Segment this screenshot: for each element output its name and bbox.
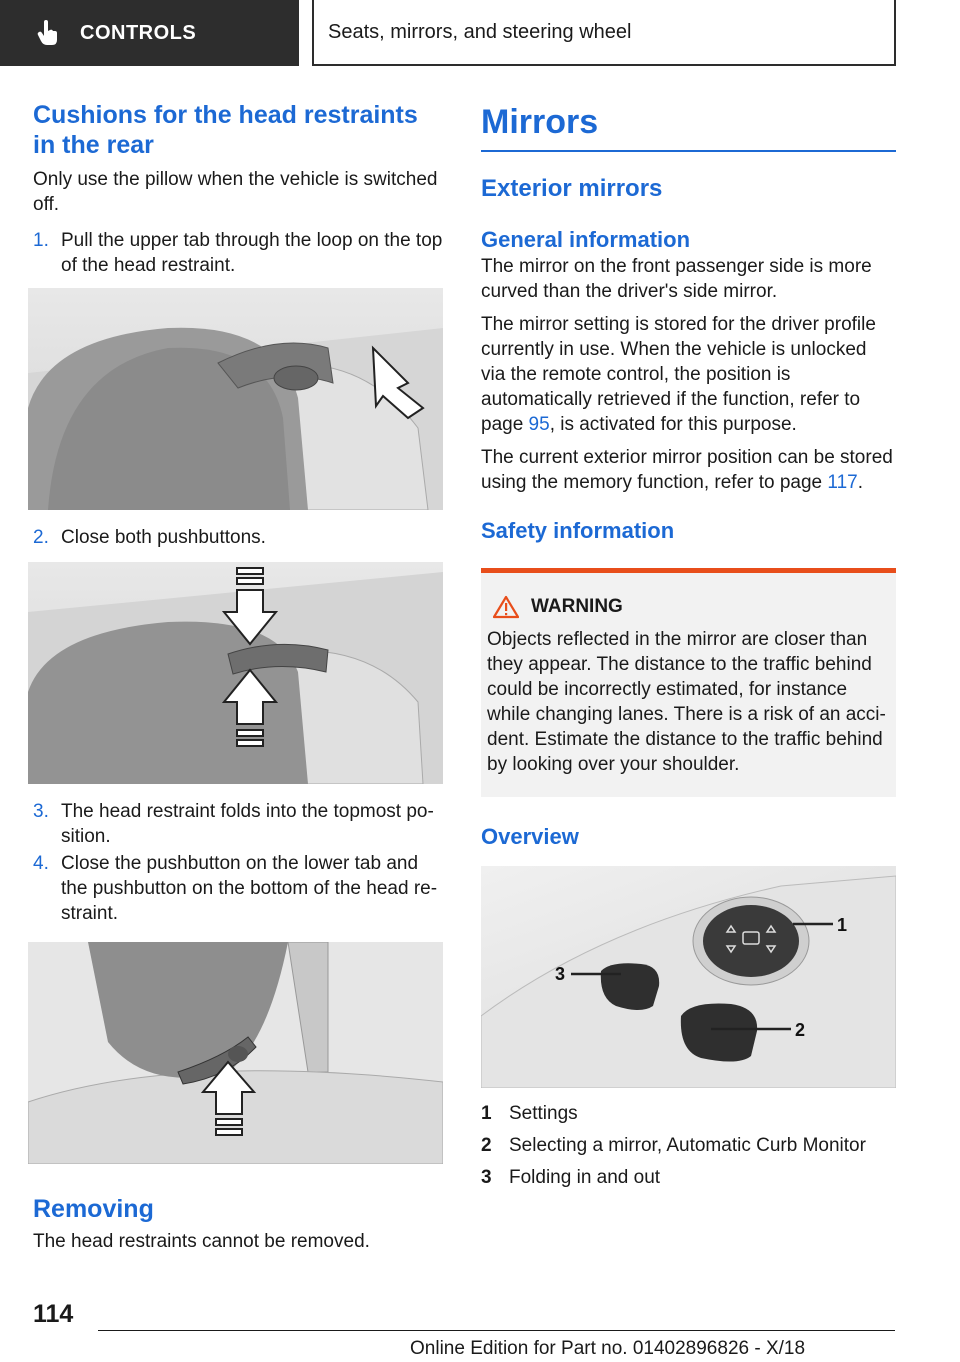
step-1 xyxy=(33,228,445,278)
step-text: Pull the upper tab through the loop on the top of the head restraint. xyxy=(61,230,443,276)
legend-item xyxy=(481,1130,896,1162)
legend-number: 3 xyxy=(481,1167,492,1188)
chapter-title-text: Seats, mirrors, and steering wheel xyxy=(328,20,632,43)
warning-box xyxy=(481,568,896,797)
general-p3-text-end: . xyxy=(857,472,863,493)
footer-edition: Online Edition for Part no. 01402896826 - X/18 xyxy=(410,1338,806,1359)
warning-header xyxy=(493,595,890,619)
illustration-pull-tab xyxy=(28,288,443,510)
step-2 xyxy=(33,525,445,550)
removing-text: The head restraints cannot be removed. xyxy=(33,1231,370,1252)
page-number: 114 xyxy=(33,1300,74,1328)
legend-item xyxy=(481,1162,896,1194)
general-paragraph-2 xyxy=(481,312,896,437)
legend-text: Selecting a mirror, Automatic Curb Monitor xyxy=(509,1135,866,1156)
heading-exterior-mirrors: Exterior mirrors xyxy=(481,175,663,202)
intro-text: Only use the pillow when the vehicle is switched off. xyxy=(33,169,438,215)
legend-text: Folding in and out xyxy=(509,1167,661,1188)
legend-item xyxy=(481,1098,896,1130)
chapter-title xyxy=(312,0,896,66)
step-text: The head restraint folds into the topmost position. xyxy=(61,801,434,847)
warning-text: Objects reflected in the mirror are closer than they appear. The distance to the traffic behind could be incorrectly estimated, for instance while changing lanes. There is a risk of an accident. Estimate the distance to the traffic behind by looking over your shoulder. xyxy=(487,629,886,775)
heading-general-information: General information xyxy=(481,227,691,252)
general-p3-text: The current exterior mirror position can be stored using the memory function, refer to page xyxy=(481,447,893,493)
overview-legend xyxy=(481,1098,896,1194)
step-number: 4. xyxy=(33,853,49,874)
callout-1: 1 xyxy=(837,915,848,935)
step-3 xyxy=(33,799,445,849)
step-number: 2. xyxy=(33,527,49,548)
footer-divider xyxy=(98,1330,895,1331)
section-label: CONTROLS xyxy=(80,21,197,44)
right-column xyxy=(481,100,896,1194)
general-paragraph-1: The mirror on the front passenger side is more curved than the driver's side mirror. xyxy=(481,256,872,302)
page-link-117[interactable]: 117 xyxy=(827,472,858,493)
legend-number: 2 xyxy=(481,1135,492,1156)
page-link-95[interactable]: 95 xyxy=(528,414,550,435)
legend-text: Settings xyxy=(509,1103,578,1124)
general-p2-text: The mirror setting is stored for the driver profile currently in use. When the vehicle is unlocked via the remote control, the position is automatically retrieved if the function, refer to page xyxy=(481,314,876,435)
heading-overview: Overview xyxy=(481,824,579,849)
step-text: Close both pushbuttons. xyxy=(61,527,266,548)
step-text: Close the pushbutton on the lower tab and the pushbutton on the bottom of the head restraint. xyxy=(61,853,438,924)
heading-mirrors: Mirrors xyxy=(481,100,896,152)
illustration-mirror-controls xyxy=(481,866,896,1088)
heading-cushions: Cushions for the head restraints in the rear xyxy=(33,101,418,159)
step-4 xyxy=(33,851,445,926)
step-number: 1. xyxy=(33,230,49,251)
left-column xyxy=(33,100,445,1254)
heading-removing: Removing xyxy=(33,1195,154,1223)
step-number: 3. xyxy=(33,801,49,822)
general-paragraph-3 xyxy=(481,445,896,495)
illustration-lower-tab xyxy=(28,942,443,1164)
legend-number: 1 xyxy=(481,1103,492,1124)
illustration-pushbuttons xyxy=(28,562,443,784)
callout-2: 2 xyxy=(795,1020,806,1040)
warning-label: WARNING xyxy=(531,596,623,617)
warning-triangle-icon xyxy=(493,595,519,619)
callout-3: 3 xyxy=(555,964,566,984)
header-section-tab xyxy=(0,0,299,66)
general-p2-text-end: , is activated for this purpose. xyxy=(549,414,797,435)
heading-safety-information: Safety information xyxy=(481,518,675,543)
hand-pointer-icon xyxy=(30,15,66,51)
